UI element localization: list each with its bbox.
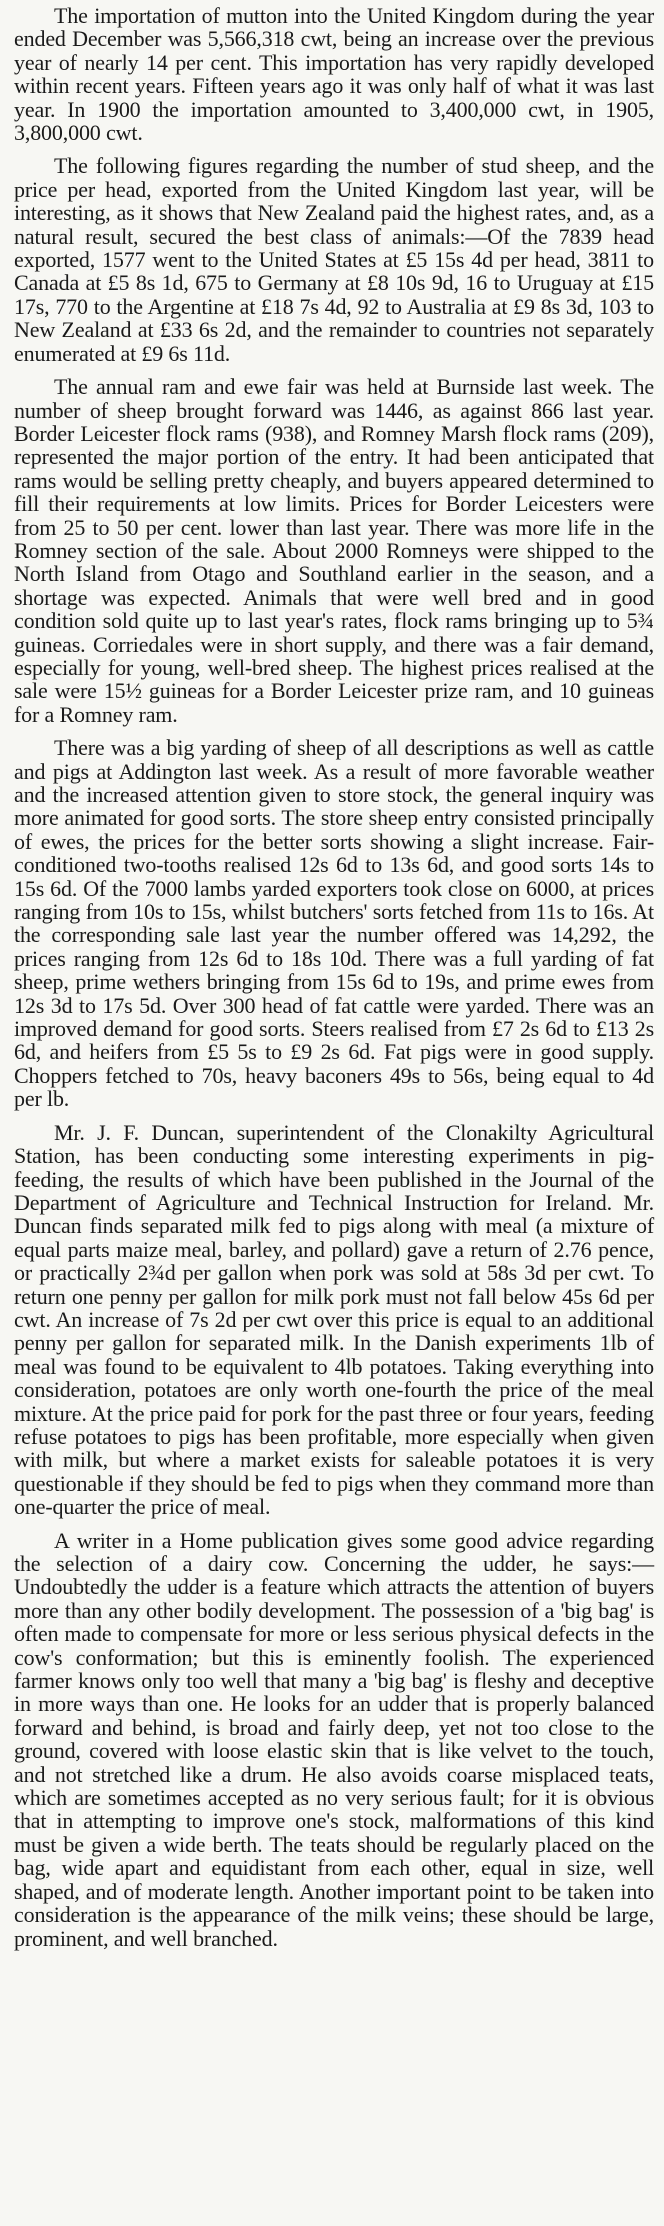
paragraph-addington-yarding: There was a big yarding of sheep of all descriptions as well as cattle and pigs at Addington last week. As a result of more favorable weather and the increased attention given to store stock, the general inquiry was more animated for good sorts. The store sheep entry consisted principally of ewes, the prices for the better sorts showing a slight increase. Fair-conditioned two-tooths realised 12s 6d to 13s 6d, and good sorts 14s to 15s 6d. Of the 7000 lambs yarded exporters took close on 6000, at prices ranging from 10s to 15s, whilst butchers' sorts fetched from 11s to 16s. At the corresponding sale last year the number offered was 14,292, the prices ranging from 12s 6d to 18s 10d. There was a full yarding of fat sheep, prime wethers bringing from 15s 6d to 19s, and prime ewes from 12s 3d to 17s 5d. Over 300 head of fat cattle were yarded. There was an improved demand for good sorts. Steers realised from £7 2s 6d to £13 2s 6d, and heifers from £5 5s to £9 2s 6d. Fat pigs were in good supply. Choppers fetched to 70s, heavy baconers 49s to 56s, being equal to 4d per lb. (14, 735, 654, 1112)
paragraph-dairy-cow-selection: A writer in a Home publication gives some good advice regarding the selection of a dairy cow. Concerning the udder, he says:—Undoubtedly the udder is a feature which attracts the attention of buyers more than any other bodily development. The possession of a 'big bag' is often made to compensate for more or less serious physical defects in the cow's conformation; but this is eminently foolish. The experienced farmer knows only too well that many a 'big bag' is fleshy and deceptive in more ways than one. He looks for an udder that is properly balanced forward and behind, is broad and fairly deep, yet not too close to the ground, covered with loose elastic skin that is like velvet to the touch, and not stretched like a drum. He also avoids coarse misplaced teats, which are sometimes accepted as no very serious fault; for it is obvious that in attempting to improve one's stock, malformations of this kind must be given a wide berth. The teats should be regularly placed on the bag, wide apart and equidistant from each other, equal in size, well shaped, and of moderate length. Another important point to be taken into consideration is the appearance of the milk veins; these should be large, prominent, and well branched. (14, 1527, 654, 1951)
paragraph-burnside-ram-fair: The annual ram and ewe fair was held at Burnside last week. The number of sheep brought forward was 1446, as against 866 last year. Border Leicester flock rams (938), and Romney Marsh flock rams (209), represented the major portion of the entry. It had been anticipated that rams would be selling pretty cheaply, and buyers appeared determined to fill their requirements at low limits. Prices for Border Leicesters were from 25 to 50 per cent. lower than last year. There was more life in the Romney section of the sale. About 2000 Romneys were shipped to the North Island from Otago and Southland earlier in the season, and a shortage was expected. Animals that were well bred and in good condition sold quite up to last year's rates, flock rams bringing up to 5¾ guineas. Corriedales were in short supply, and there was a fair demand, especially for young, well-bred sheep. The highest prices realised at the sale were 15½ guineas for a Border Leicester prize ram, and 10 guineas for a Romney ram. (14, 374, 654, 727)
paragraph-pig-feeding-experiments: Mr. J. F. Duncan, superintendent of the Clonakilty Agricultural Station, has been conducting some interesting experiments in pig-feeding, the results of which have been published in the Journal of the Department of Agriculture and Technical Instruction for Ireland. Mr. Duncan finds separated milk fed to pigs along with meal (a mixture of equal parts maize meal, barley, and pollard) gave a return of 2.76 pence, or practically 2¾d per gallon when pork was sold at 58s 3d per cwt. To return one penny per gallon for milk pork must not fall below 45s 6d per cwt. An increase of 7s 2d per cwt over this price is equal to an additional penny per gallon for separated milk. In the Danish experiments 1lb of meal was found to be equivalent to 4lb potatoes. Taking everything into consideration, potatoes are only worth one-fourth the price of the meal mixture. At the price paid for pork for the past three or four years, feeding refuse potatoes to pigs has been profitable, more especially when given with milk, but where a market exists for saleable potatoes it is very questionable if they should be fed to pigs when they command more than one-quarter the price of meal. (14, 1119, 654, 1520)
paragraph-stud-sheep-exports: The following figures regarding the number of stud sheep, and the price per head, exported from the United Kingdom last year, will be interesting, as it shows that New Zealand paid the highest rates, and, as a natural result, secured the best class of animals:—Of the 7839 head exported, 1577 went to the United States at £5 15s 4d per head, 3811 to Canada at £5 8s 1d, 675 to Germany at £8 10s 9d, 16 to Uruguay at £15 17s, 770 to the Argentine at £18 7s 4d, 92 to Australia at £9 8s 3d, 103 to New Zealand at £33 6s 2d, and the remainder to countries not separately enumerated at £9 6s 11d. (14, 153, 654, 366)
paragraph-mutton-importation: The importation of mutton into the United Kingdom during the year ended December was 5,566,318 cwt, being an increase over the previous year of nearly 14 per cent. This importation has very rapidly developed within recent years. Fifteen years ago it was only half of what it was last year. In 1900 the importation amounted to 3,400,000 cwt, in 1905, 3,800,000 cwt. (14, 3, 654, 146)
